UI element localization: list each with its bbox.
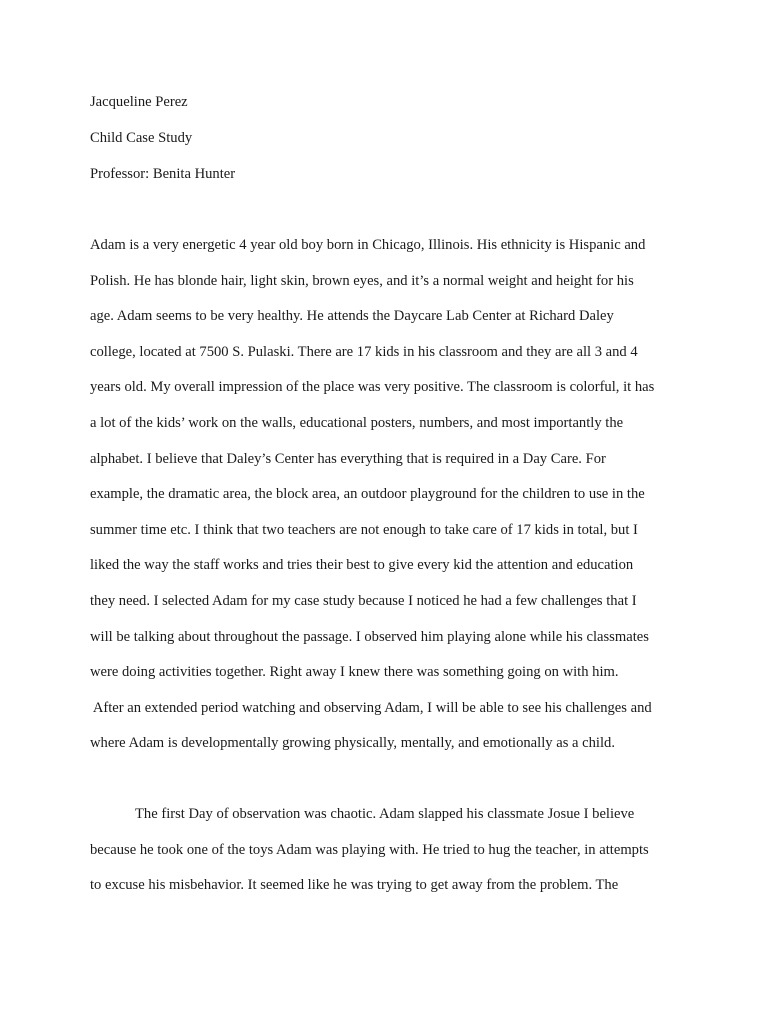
- text-line: example, the dramatic area, the block area, an outdoor playground for the children to use in the: [90, 486, 645, 502]
- course-title: Child Case Study: [90, 130, 193, 146]
- text-line: alphabet. I believe that Daley’s Center has everything that is required in a Day Care. For: [90, 451, 606, 467]
- professor-name: Professor: Benita Hunter: [90, 166, 236, 182]
- text-line: will be talking about throughout the passage. I observed him playing alone while his classmates: [90, 629, 649, 645]
- text-line: years old. My overall impression of the place was very positive. The classroom is colorful, it has: [90, 379, 655, 395]
- text-line: After an extended period watching and observing Adam, I will be able to see his challenges and: [90, 700, 652, 716]
- text-line: summer time etc. I think that two teachers are not enough to take care of 17 kids in total, but I: [90, 522, 638, 538]
- text-line: Adam is a very energetic 4 year old boy born in Chicago, Illinois. His ethnicity is Hispanic and: [90, 237, 646, 253]
- text-line: because he took one of the toys Adam was playing with. He tried to hug the teacher, in attempts: [90, 842, 649, 858]
- text-line: to excuse his misbehavior. It seemed like he was trying to get away from the problem. The: [90, 877, 619, 893]
- text-line: liked the way the staff works and tries their best to give every kid the attention and education: [90, 557, 634, 573]
- text-line: were doing activities together. Right away I knew there was something going on with him.: [90, 664, 619, 680]
- text-line: Polish. He has blonde hair, light skin, brown eyes, and it’s a normal weight and height for his: [90, 273, 634, 289]
- author-name: Jacqueline Perez: [90, 94, 188, 110]
- text-line: where Adam is developmentally growing physically, mentally, and emotionally as a child.: [90, 735, 615, 751]
- text-line: age. Adam seems to be very healthy. He attends the Daycare Lab Center at Richard Daley: [90, 308, 614, 324]
- text-line: they need. I selected Adam for my case study because I noticed he had a few challenges that I: [90, 593, 637, 609]
- text-line: college, located at 7500 S. Pulaski. There are 17 kids in his classroom and they are all 3 and 4: [90, 344, 638, 360]
- text-line: a lot of the kids’ work on the walls, educational posters, numbers, and most importantly the: [90, 415, 624, 431]
- text-line: The first Day of observation was chaotic. Adam slapped his classmate Josue I believe: [135, 806, 635, 822]
